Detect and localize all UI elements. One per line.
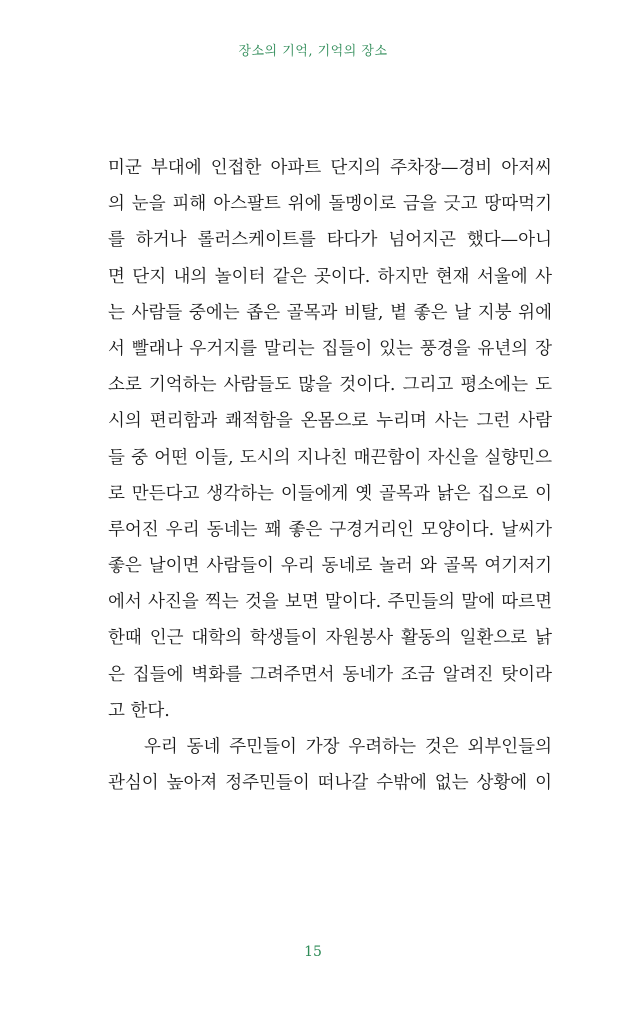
text-line: 우리 동네 주민들이 가장 우려하는 것은 외부인들의 <box>144 737 552 757</box>
text-line: 의 눈을 피해 아스팔트 위에 돌멩이로 금을 긋고 땅따먹기 <box>108 194 552 215</box>
text-line: 한때 인근 대학의 학생들이 자원봉사 활동의 일환으로 낡 <box>108 628 552 649</box>
text-line: 면 단지 내의 놀이터 같은 곳이다. 하지만 현재 서울에 사 <box>108 266 552 287</box>
text-line: 에서 사진을 찍는 것을 보면 말이다. 주민들의 말에 따르면 <box>108 592 552 613</box>
text-line: 좋은 날이면 사람들이 우리 동네로 놀러 와 골목 여기저기 <box>108 556 552 577</box>
text-line: 은 집들에 벽화를 그려주면서 동네가 조금 알려진 탓이라 <box>108 664 552 685</box>
text-line: 미군 부대에 인접한 아파트 단지의 주차장—경비 아저씨 <box>108 158 552 178</box>
text-line: 로 만든다고 생각하는 이들에게 옛 골목과 낡은 집으로 이 <box>108 483 552 504</box>
text-line: 들 중 어떤 이들, 도시의 지나친 매끈함이 자신을 실향민으 <box>108 447 552 468</box>
body-text <box>108 150 552 801</box>
text-line: 서 빨래나 우거지를 말리는 집들이 있는 풍경을 유년의 장 <box>108 338 552 359</box>
text-line: 고 한다. <box>108 700 170 721</box>
text-line: 시의 편리함과 쾌적함을 온몸으로 누리며 사는 그런 사람 <box>108 411 552 432</box>
text-line: 관심이 높아져 정주민들이 떠나갈 수밖에 없는 상황에 이 <box>108 773 552 794</box>
text-line: 를 하거나 롤러스케이트를 타다가 넘어지곤 했다—아니 <box>108 230 552 251</box>
running-head: 장소의 기억, 기억의 장소 <box>238 44 388 59</box>
text-line: 소로 기억하는 사람들도 많을 것이다. 그리고 평소에는 도 <box>108 375 552 396</box>
text-line: 루어진 우리 동네는 꽤 좋은 구경거리인 모양이다. 날씨가 <box>108 519 552 540</box>
page-number: 15 <box>304 944 322 960</box>
text-line: 는 사람들 중에는 좁은 골목과 비탈, 볕 좋은 날 지붕 위에 <box>108 302 552 323</box>
